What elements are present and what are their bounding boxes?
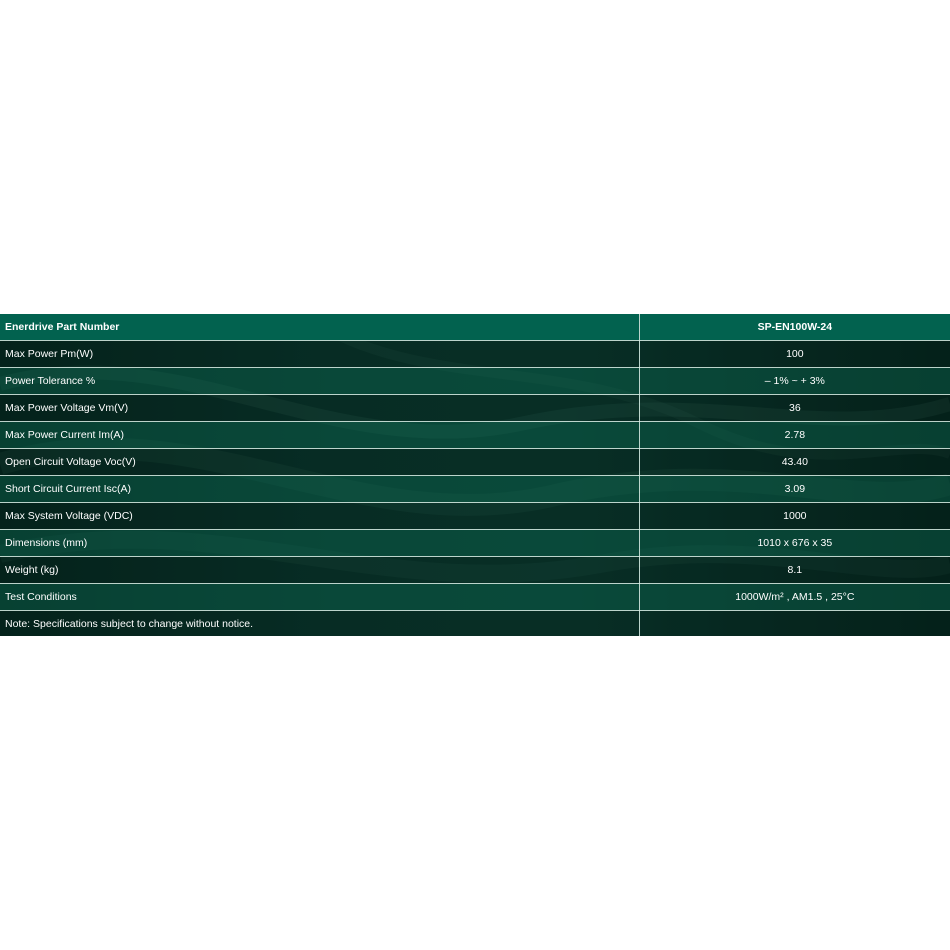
table-row: [0, 476, 950, 503]
table-row: [0, 422, 950, 449]
row-value: 1000: [639, 503, 950, 530]
row-value: – 1% ~ + 3%: [639, 368, 950, 395]
row-label: Max Power Pm(W): [0, 341, 639, 368]
note-text: Note: Specifications subject to change without notice.: [0, 611, 639, 637]
row-label: Short Circuit Current Isc(A): [0, 476, 639, 503]
row-label: Open Circuit Voltage Voc(V): [0, 449, 639, 476]
header-label: Enerdrive Part Number: [0, 314, 639, 341]
specifications-table: [0, 314, 950, 636]
row-label: Power Tolerance %: [0, 368, 639, 395]
row-value: 2.78: [639, 422, 950, 449]
table-header-row: [0, 314, 950, 341]
header-value: SP-EN100W-24: [639, 314, 950, 341]
row-label: Max Power Voltage Vm(V): [0, 395, 639, 422]
table-row-note: [0, 611, 950, 637]
row-value: 1010 x 676 x 35: [639, 530, 950, 557]
row-value: 36: [639, 395, 950, 422]
table-row: [0, 341, 950, 368]
note-value-empty: [639, 611, 950, 637]
table-row: [0, 557, 950, 584]
table-row: [0, 449, 950, 476]
table-row: [0, 584, 950, 611]
table-row: [0, 530, 950, 557]
table-row: [0, 368, 950, 395]
row-label: Max System Voltage (VDC): [0, 503, 639, 530]
table-row: [0, 503, 950, 530]
spec-table-panel: [0, 314, 950, 636]
table-row: [0, 395, 950, 422]
row-label: Weight (kg): [0, 557, 639, 584]
row-value: 8.1: [639, 557, 950, 584]
row-value: 3.09: [639, 476, 950, 503]
row-value: 100: [639, 341, 950, 368]
row-label: Dimensions (mm): [0, 530, 639, 557]
row-value: 43.40: [639, 449, 950, 476]
row-label: Test Conditions: [0, 584, 639, 611]
row-value: 1000W/m² , AM1.5 , 25°C: [639, 584, 950, 611]
row-label: Max Power Current Im(A): [0, 422, 639, 449]
